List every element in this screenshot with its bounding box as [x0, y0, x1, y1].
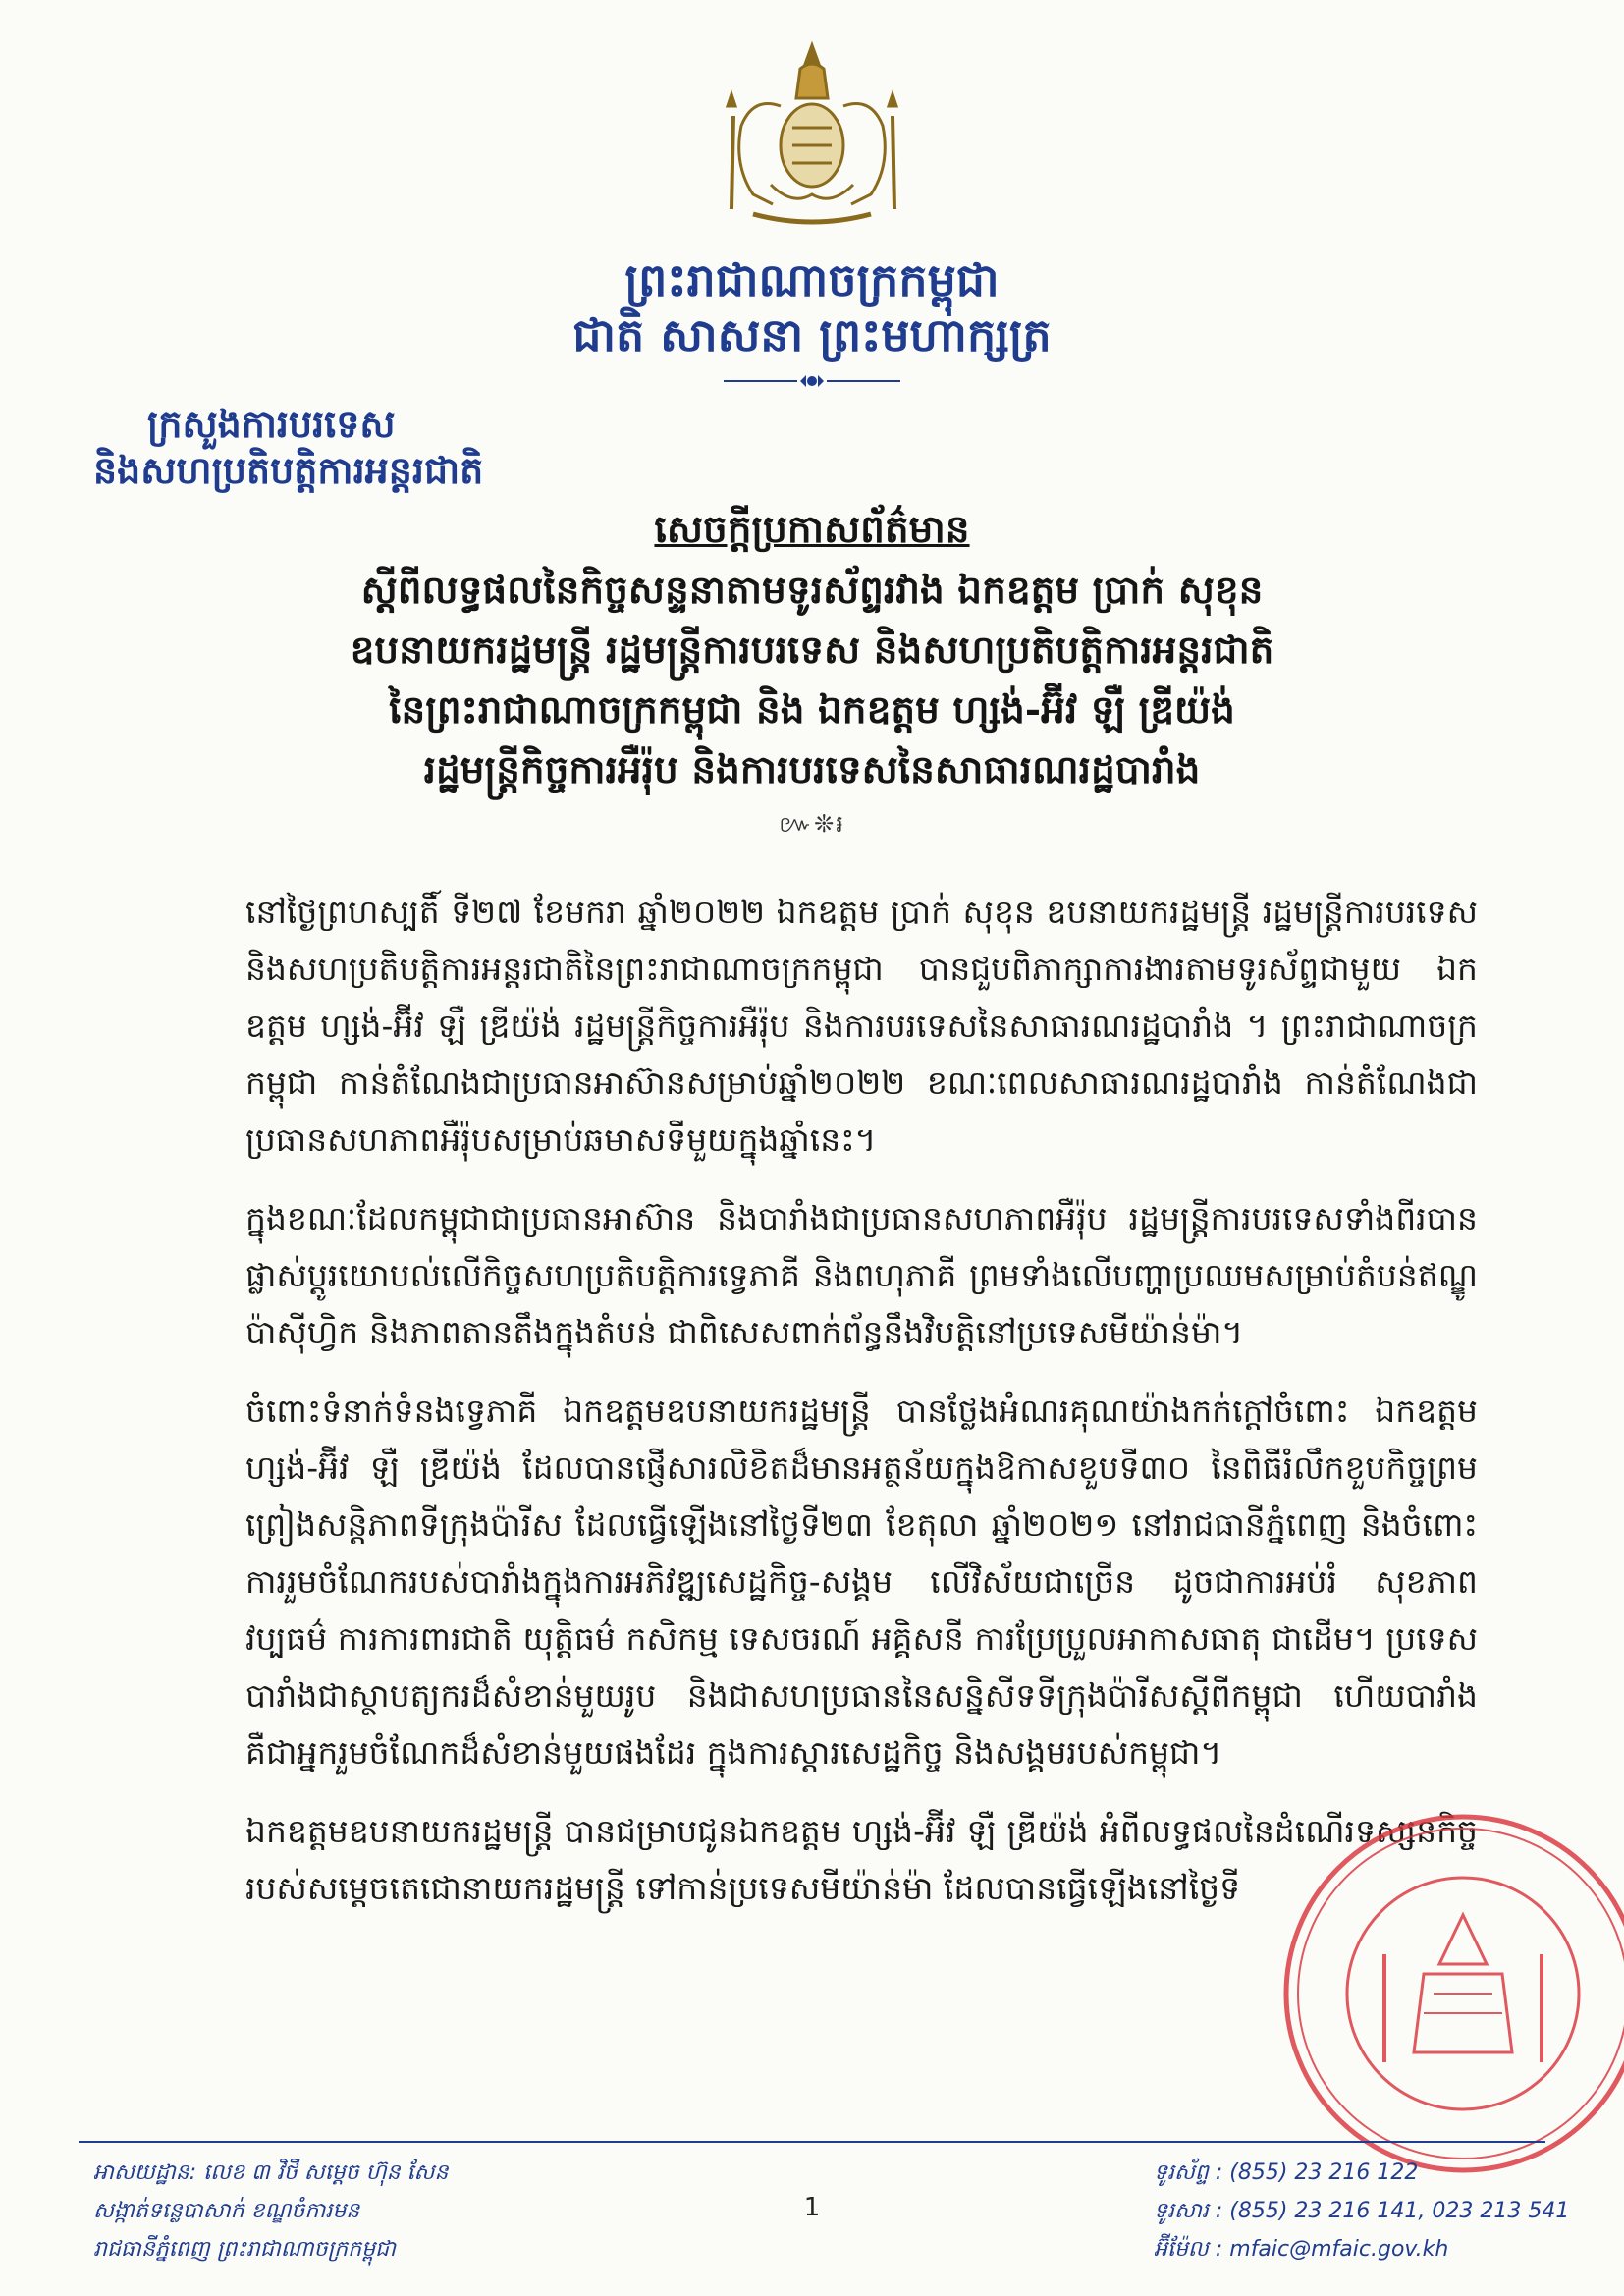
page-number: 1 [803, 2193, 821, 2222]
ornament-divider-icon [714, 371, 910, 391]
kingdom-motto: ជាតិ សាសនា ព្រះមហាក្សត្រ [572, 308, 1052, 361]
document-heading: សេចក្តីប្រកាសព័ត៌មាន [654, 507, 970, 552]
subject-line-2: ឧបនាយករដ្ឋមន្ត្រី រដ្ឋមន្ត្រីការបរទេស និងសហប្រតិបត្តិការអន្តរជាតិ [350, 628, 1274, 673]
subject-line-1: ស្តីពីលទ្ធផលនៃកិច្ចសន្ទនាតាមទូរស័ព្ទរវាង ឯកឧត្តម ប្រាក់ សុខុន [360, 568, 1264, 613]
royal-coat-of-arms-icon [714, 37, 910, 234]
kingdom-title: ព្រះរាជាណាចក្រកម្ពុជា [624, 253, 1000, 306]
ministry-name-line1: ក្រសួងការបរទេស [147, 402, 396, 446]
subject-line-4: រដ្ឋមន្ត្រីកិច្ចការអឺរ៉ុប និងការបរទេសនៃសាធារណរដ្ឋបារាំង [423, 747, 1201, 793]
footer-address [93, 2154, 448, 2269]
official-seal-icon [1276, 1807, 1624, 2180]
address-line-1: អាសយដ្ឋាន: លេខ ៣ វិថី សម្តេច ហ៊ុន សែន [93, 2160, 449, 2185]
contact-fax: ទូរសារ : (855) 23 216 141, 023 213 541 [1154, 2199, 1570, 2223]
footer-divider [79, 2141, 1545, 2143]
paragraph-3: ចំពោះទំនាក់ទំនងទ្វេភាគី ឯកឧត្តមឧបនាយករដ្ឋមន្ត្រី បានថ្លែងអំណរគុណយ៉ាងកក់ក្តៅចំពោះ ឯកឧត្តម ហ្សង់-អ៊ីវ ឡឺ ឌ្រីយ៉ង់ ដែលបានផ្ញើសារលិខិតដ៏មានអត្ថន័យក្នុងឱកាសខួបទី៣០ នៃពិធីរំលឹកខួបកិច្ចព្រមព្រៀងសន្តិភាពទីក្រុងប៉ារីស ដែលធ្វើឡើងនៅថ្ងៃទី២៣ ខែតុលា ឆ្នាំ២០២១ នៅរាជធានីភ្នំពេញ និងចំពោះការរួមចំណែករបស់បារាំងក្នុងការអភិវឌ្ឍសេដ្ឋកិច្ច-សង្គម លើវិស័យជាច្រើន ដូចជាការអប់រំ សុខភាព វប្បធម៌ ការការពារជាតិ យុត្តិធម៌ កសិកម្ម ទេសចរណ៍ អគ្គិសនី ការប្រែប្រួលអាកាសធាតុ ជាដើម។ ប្រទេសបារាំងជាស្ថាបត្យករដ៏សំខាន់មួយរូប និងជាសហប្រធាននៃសន្និសីទទីក្រុងប៉ារីសស្តីពីកម្ពុជា ហើយបារាំងគឺជាអ្នករួមចំណែកដ៏សំខាន់មួយផងដែរ ក្នុងការស្តារសេដ្ឋកិច្ច និងសង្គមរបស់កម្ពុជា។ [245, 1392, 1478, 1772]
title-separator: ៚❊៛ [779, 810, 845, 838]
address-line-3: រាជធានីភ្នំពេញ ព្រះរាជាណាចក្រកម្ពុជា [93, 2237, 396, 2262]
contact-email[interactable]: អ៊ីម៉ែល : mfaic@mfaic.gov.kh [1154, 2237, 1449, 2262]
document-body [245, 884, 1478, 1939]
contact-phone: ទូរស័ព្ទ : (855) 23 216 122 [1154, 2160, 1419, 2185]
footer-contact [1154, 2154, 1569, 2269]
subject-line-3: នៃព្រះរាជាណាចក្រកម្ពុជា និង ឯកឧត្តម ហ្សង់-អ៊ីវ ឡឺ ឌ្រីយ៉ង់ [389, 687, 1235, 733]
address-line-2: សង្កាត់ទន្លេបាសាក់ ខណ្ឌចំការមន [93, 2199, 360, 2223]
paragraph-2: ក្នុងខណៈដែលកម្ពុជាជាប្រធានអាស៊ាន និងបារាំងជាប្រធានសហភាពអឺរ៉ុប រដ្ឋមន្ត្រីការបរទេសទាំងពីរបានផ្លាស់ប្តូរយោបល់លើកិច្ចសហប្រតិបត្តិការទ្វេភាគី និងពហុភាគី ព្រមទាំងលើបញ្ហាប្រឈមសម្រាប់តំបន់ឥណ្ឌូប៉ាស៊ីហ្វិក និងភាពតានតឹងក្នុងតំបន់ ជាពិសេសពាក់ព័ន្ធនឹងវិបត្តិនៅប្រទេសមីយ៉ាន់ម៉ា។ [245, 1199, 1478, 1351]
paragraph-4: ឯកឧត្តមឧបនាយករដ្ឋមន្ត្រី បានជម្រាបជូនឯកឧត្តម ហ្សង់-អ៊ីវ ឡឺ ឌ្រីយ៉ង់ អំពីលទ្ធផលនៃដំណើរទស្សនកិច្ចរបស់សម្តេចតេជោនាយករដ្ឋមន្ត្រី ទៅកាន់ប្រទេសមីយ៉ាន់ម៉ា ដែលបានធ្វើឡើងនៅថ្ងៃទី [245, 1812, 1478, 1907]
paragraph-1: នៅថ្ងៃព្រហស្បតិ៍ ទី២៧ ខែមករា ឆ្នាំ២០២២ ឯកឧត្តម ប្រាក់ សុខុន ឧបនាយករដ្ឋមន្ត្រី រដ្ឋមន្ត្រីការបរទេស និងសហប្រតិបត្តិការអន្តរជាតិនៃព្រះរាជាណាចក្រកម្ពុជា បានជួបពិភាក្សាការងារតាមទូរស័ព្ទជាមួយ ឯកឧត្តម ហ្សង់-អ៊ីវ ឡឺ ឌ្រីយ៉ង់ រដ្ឋមន្ត្រីកិច្ចការអឺរ៉ុប និងការបរទេសនៃសាធារណរដ្ឋបារាំង ។ ព្រះរាជាណាចក្រកម្ពុជា កាន់តំណែងជាប្រធានអាស៊ានសម្រាប់ឆ្នាំ២០២២ ខណៈពេលសាធារណរដ្ឋបារាំង កាន់តំណែងជាប្រធានសហភាពអឺរ៉ុបសម្រាប់ឆមាសទីមួយក្នុងឆ្នាំនេះ។ [245, 893, 1478, 1159]
ministry-name-line2: និងសហប្រតិបត្តិការអន្តរជាតិ [93, 448, 484, 492]
